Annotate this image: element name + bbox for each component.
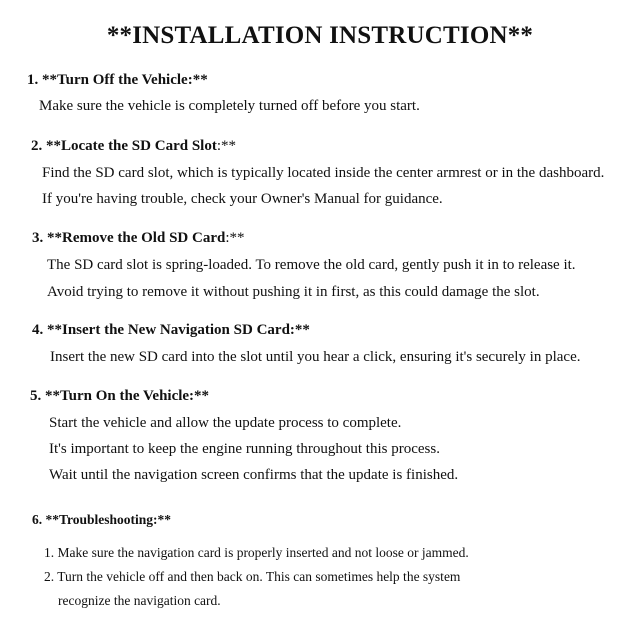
step-number: 5.: [30, 388, 42, 404]
page-title: **INSTALLATION INSTRUCTION**: [106, 22, 534, 49]
step-2-line-1: Find the SD card slot, which is typically located inside the center armrest or in the dashboard.: [42, 165, 605, 181]
step-2-heading: [31, 138, 236, 155]
step-4-line-1: Insert the new SD card into the slot until you hear a click, ensuring it's securely in place.: [50, 349, 581, 365]
step-3-line-1: The SD card slot is spring-loaded. To remove the old card, gently push it in to release it.: [47, 257, 576, 273]
step-title: **Insert the New Navigation SD Card:**: [47, 322, 310, 338]
step-6-heading: [32, 512, 171, 528]
step-number: 4.: [32, 322, 44, 338]
step-number: 3.: [32, 230, 44, 246]
step-title: **Locate the SD Card Slot: [46, 138, 217, 154]
step-number: 6.: [32, 512, 43, 527]
step-3-line-2: Avoid trying to remove it without pushing it in first, as this could damage the slot.: [47, 284, 540, 300]
step-title: **Remove the Old SD Card: [47, 230, 226, 246]
step-title: **Turn On the Vehicle:**: [45, 388, 210, 404]
step-2-line-2: If you're having trouble, check your Owner's Manual for guidance.: [42, 191, 443, 207]
step-5-heading: [30, 388, 209, 405]
step-1-line-1: Make sure the vehicle is completely turned off before you start.: [39, 98, 420, 114]
step-5-line-2: It's important to keep the engine running throughout this process.: [49, 441, 440, 457]
step-title-tail: :**: [225, 230, 245, 246]
step-6-line-3: recognize the navigation card.: [58, 593, 221, 608]
step-5-line-1: Start the vehicle and allow the update process to complete.: [49, 415, 402, 431]
step-6-line-2: 2. Turn the vehicle off and then back on. This can sometimes help the system: [44, 569, 461, 584]
step-6-line-1: 1. Make sure the navigation card is properly inserted and not loose or jammed.: [44, 545, 469, 560]
step-4-heading: [32, 322, 310, 339]
step-title-tail: :**: [216, 138, 236, 154]
step-3-heading: [32, 230, 245, 247]
step-5-line-3: Wait until the navigation screen confirms that the update is finished.: [49, 467, 459, 483]
step-number: 2.: [31, 138, 43, 154]
step-title: **Turn Off the Vehicle:**: [42, 72, 208, 88]
step-1-heading: [27, 72, 208, 89]
step-title: **Troubleshooting:**: [45, 512, 172, 527]
step-number: 1.: [27, 72, 39, 88]
